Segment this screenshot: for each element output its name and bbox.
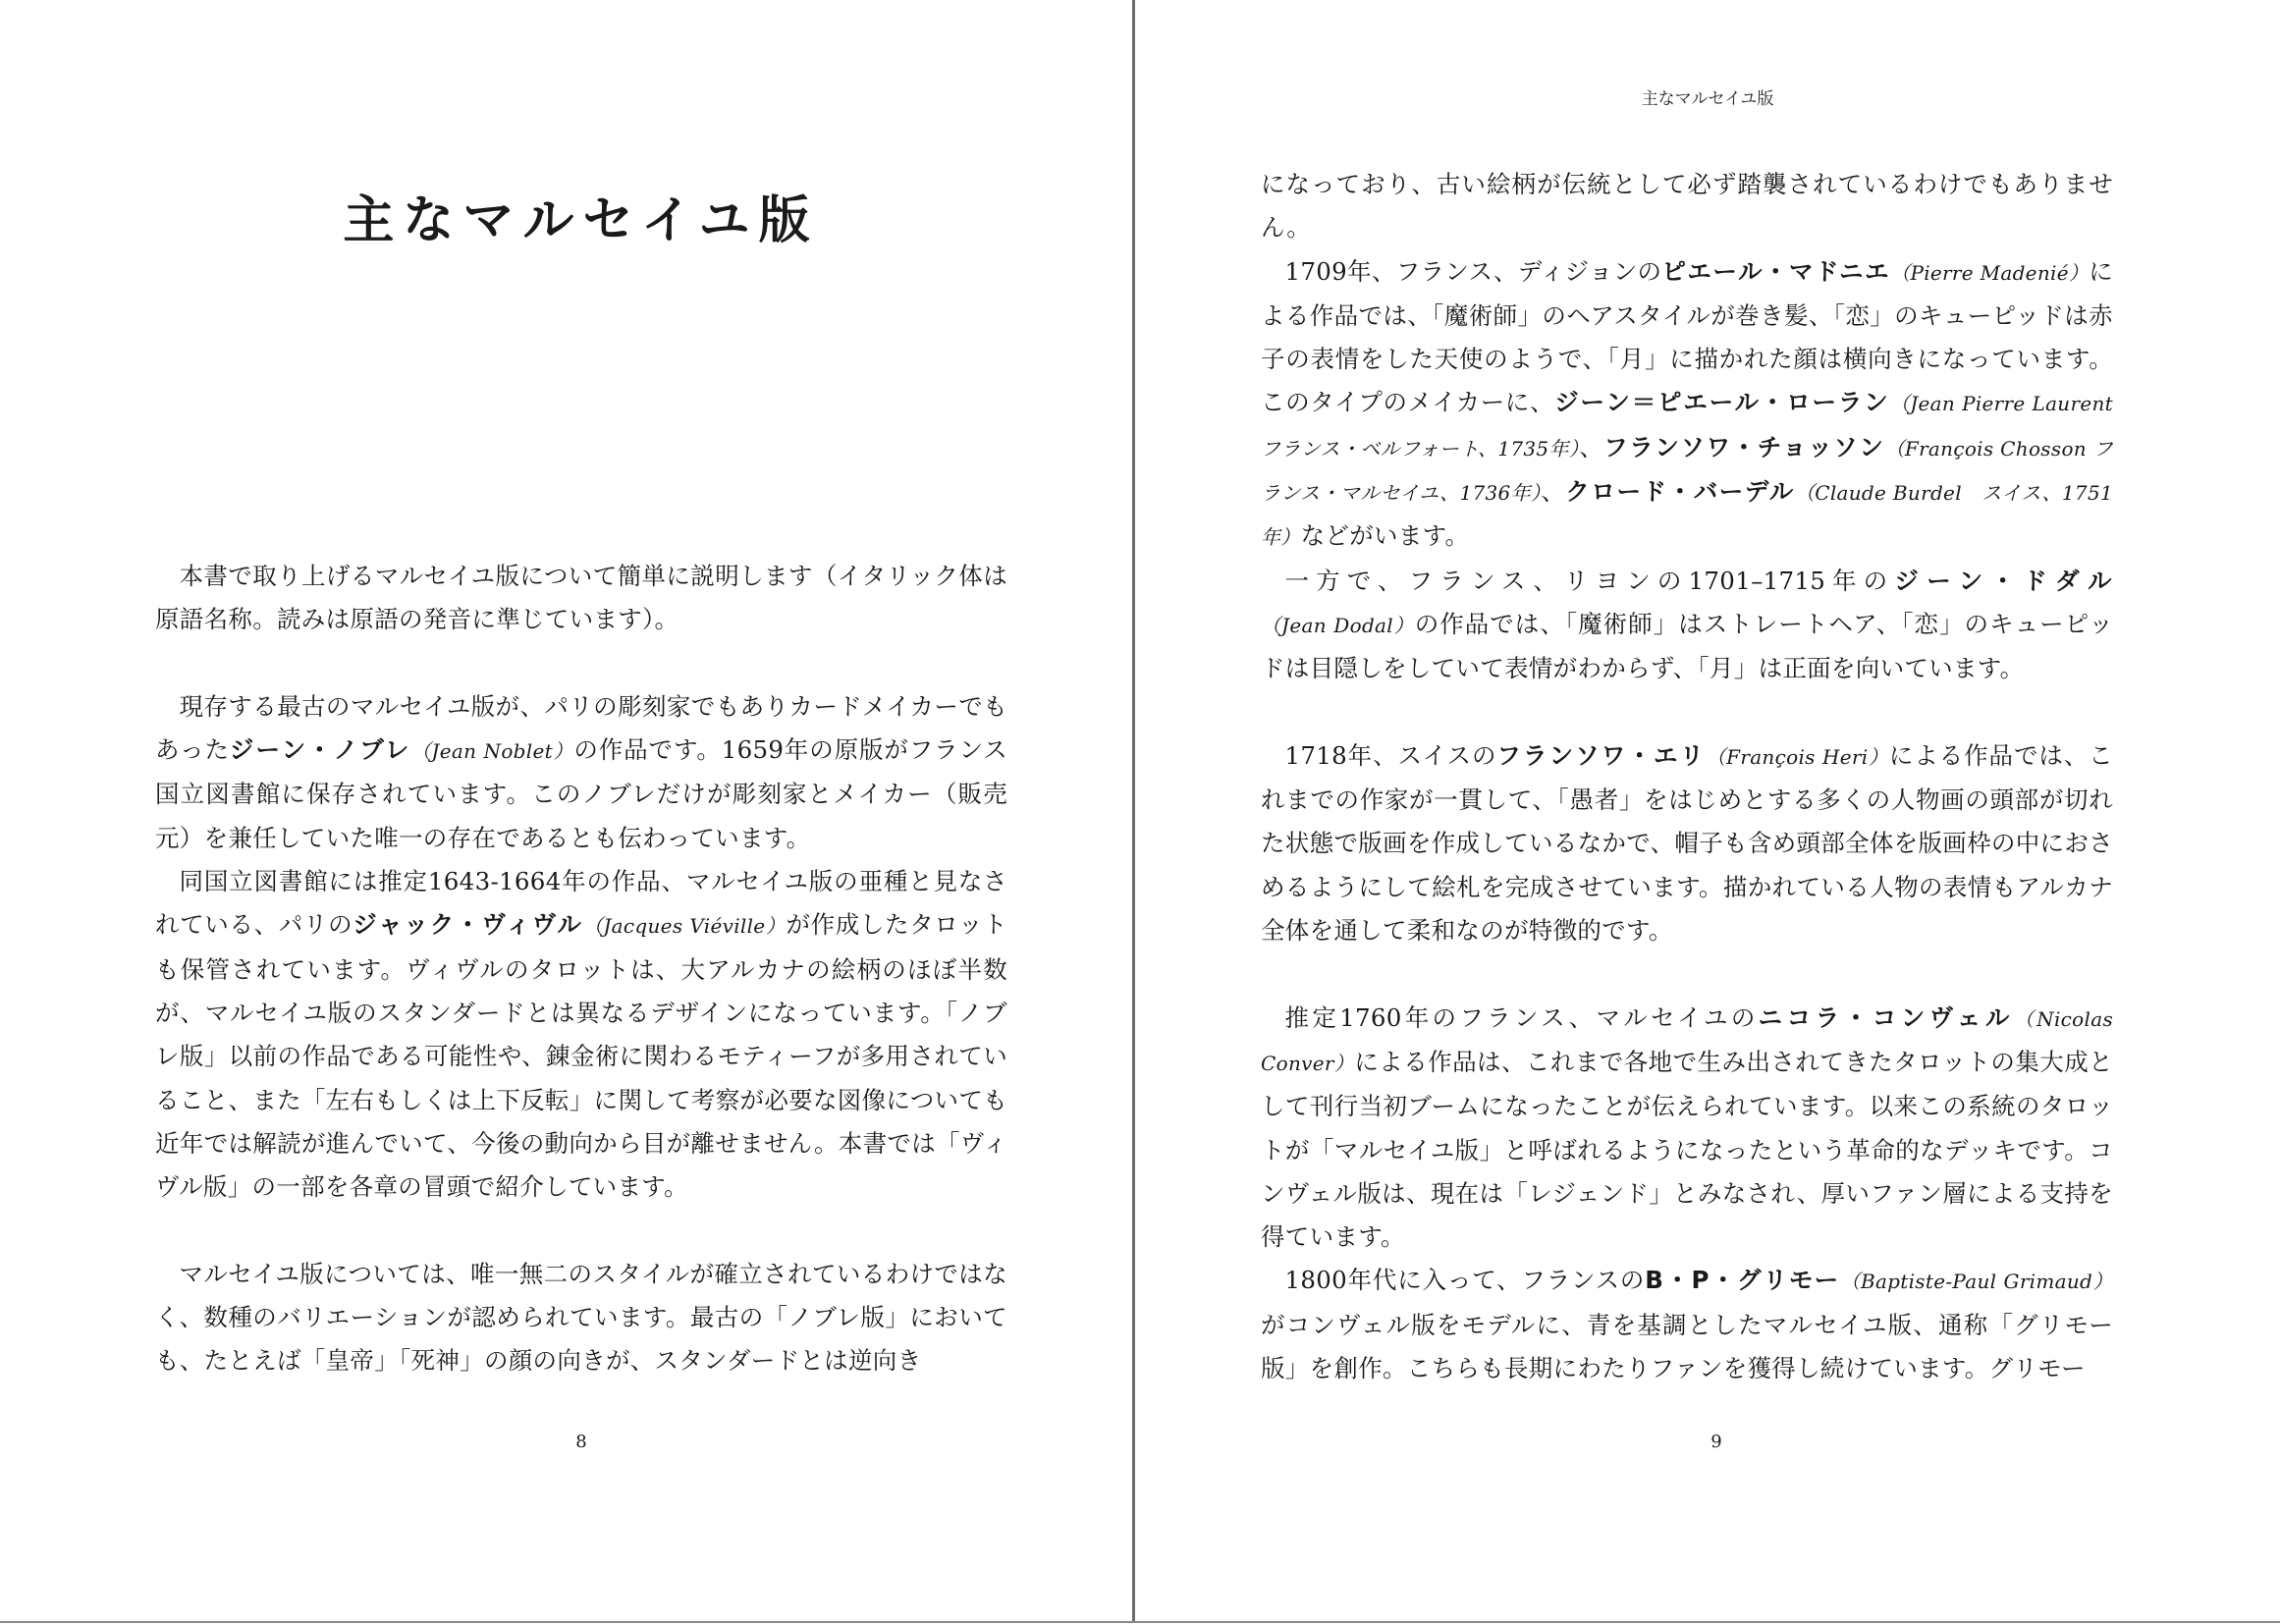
bottom-edge (0, 1621, 2280, 1623)
running-head: 主なマルセイユ版 (1641, 89, 1774, 109)
page-number: 8 (575, 1432, 587, 1452)
original-name-madenie: （Pierre Madenié） (1890, 260, 2090, 285)
original-name-grimaud: （Baptiste-Paul Grimaud） (1840, 1270, 2113, 1294)
original-name-dodal: （Jean Dodal） (1261, 613, 1415, 637)
madenie-paragraph: 1709年、フランス、ディジョンのピエール・マドニエ（Pierre Madenié）による作品では、「魔術師」のヘアスタイルが巻き髪、「恋」のキューピッドは赤子の表情をした天使のようで、「月」に描かれた顔は横向きになっています。このタイプのメイカーに、ジーン＝ピエール・ローラン（Jean Pierre Laurent フランス・ベルフォート、1735年）、フランソワ・チョッソン（François Chosson フランス・マルセイユ、1736年）、クロード・バーデル（Claude Burdel スイス、1751年）などがいます。 (1261, 256, 2114, 551)
chapter-title: 主なマルセイユ版 (343, 190, 819, 250)
name-conver: ニコラ・コンヴェル (1758, 1002, 2014, 1032)
name-laurent: ジーン＝ピエール・ローラン (1554, 388, 1890, 417)
name-burdel: クロード・バーデル (1565, 477, 1795, 507)
left-body-text (155, 555, 1007, 1383)
left-page (0, 0, 1132, 1622)
intro-paragraph: 本書で取り上げるマルセイユ版について簡単に説明します（イタリック体は原語名称。読みは原語の発音に準じています）。 (155, 562, 1007, 634)
original-name-chosson: （François Chosson フランス・マルセイユ、1736年） (1261, 436, 2114, 506)
name-dodal: ジーン・ドダル (1894, 566, 2113, 595)
heri-paragraph: 1718年、スイスのフランソワ・エリ（François Heri）による作品では、これまでの作家が一貫して、「愚者」をはじめとする多くの人物画の頭部が切れた状態で版画を作成しているなかで、帽子も含め頭部全体を版画枠の中におさめるようにして絵札を完成させています。描かれている人物の表情もアルカナ全体を通して柔和なのが特徴的です。 (1261, 740, 2113, 946)
right-page (1135, 0, 2280, 1622)
name-chosson: フランソワ・チョッソン (1603, 432, 1885, 461)
original-name-heri: （François Heri） (1706, 744, 1889, 769)
noblet-paragraph: 現存する最古のマルセイユ版が、パリの彫刻家でもありカードメイカーでもあったジーン・ノブレ（Jean Noblet）の作品です。1659年の原版がフランス国立図書館に保存されています。このノブレだけが彫刻家とメイカー（販売元）を兼任していた唯一の存在であるとも伝わっています。 (155, 691, 1008, 852)
vieville-paragraph: 同国立図書館には推定1643-1664年の作品、マルセイユ版の亜種と見なされている、パリのジャック・ヴィヴル（Jacques Viéville）が作成したタロットも保管されています。ヴィヴルのタロットは、大アルカナの絵柄のほぼ半数が、マルセイユ版のスタンダードとは異なるデザインになっています。「ノブレ版」以前の作品である可能性や、錬金術に関わるモティーフが多用されていること、また「左右もしくは上下反転」に関して考察が必要な図像についても近年では解読が進んでいて、今後の動向から目が離せません。本書では「ヴィヴル版」の一部を各章の冒頭で紹介しています。 (155, 867, 1007, 1202)
page-number: 9 (1710, 1432, 1722, 1452)
conver-paragraph: 推定1760年のフランス、マルセイユのニコラ・コンヴェル（Nicolas Conver）による作品は、これまで各地で生み出されてきたタロットの集大成として刊行当初ブームになったことが伝えられています。以来この系統のタロットが「マルセイユ版」と呼ばれるようになったという革命的なデッキです。コンヴェル版は、現在は「レジェンド」とみなされ、厚いファン層による支持を得ています。 (1261, 1002, 2114, 1252)
original-name-noblet: （Jean Noblet） (410, 739, 574, 764)
dodal-paragraph: 一方で、フランス、リヨンの1701–1715年のジーン・ドダル（Jean Dodal）の作品では、「魔術師」はストレートヘア、「恋」のキューピッドは目隠しをしていて表情がわからず、「月」は正面を向いています。 (1261, 566, 2113, 683)
name-noblet: ジーン・ノブレ (229, 735, 411, 765)
name-grimaud: B・P・グリモー (1645, 1266, 1841, 1295)
right-body-text (1261, 163, 2113, 1390)
original-name-vieville: （Jacques Viéville） (582, 914, 787, 939)
original-name-conver: （Nicolas Conver） (1261, 1006, 2114, 1075)
original-name-burdel: （Claude Burdel スイス、1751年） (1261, 481, 2113, 550)
name-heri: フランソワ・エリ (1496, 740, 1707, 770)
original-name-laurent: （Jean Pierre Laurent フランス・ベルフォート、1735年） (1261, 392, 2114, 460)
name-vieville: ジャック・ヴィヴル (353, 910, 583, 940)
continued-paragraph: になっており、古い絵柄が伝統として必ず踏襲されているわけでもありません。 (1261, 170, 2113, 243)
name-madenie: ピエール・マドニエ (1661, 256, 1891, 286)
grimaud-paragraph: 1800年代に入って、フランスのB・P・グリモー（Baptiste-Paul Grimaud）がコンヴェル版をモデルに、青を基調としたマルセイユ版、通称「グリモー版」を創作。こちらも長期にわたりファンを獲得し続けています。グリモー (1261, 1266, 2113, 1383)
variation-paragraph: マルセイユ版については、唯一無二のスタイルが確立されているわけではなく、数種のバリエーションが認められています。最古の「ノブレ版」においても、たとえば「皇帝」「死神」の顔の向きが、スタンダードとは逆向き (155, 1259, 1007, 1376)
